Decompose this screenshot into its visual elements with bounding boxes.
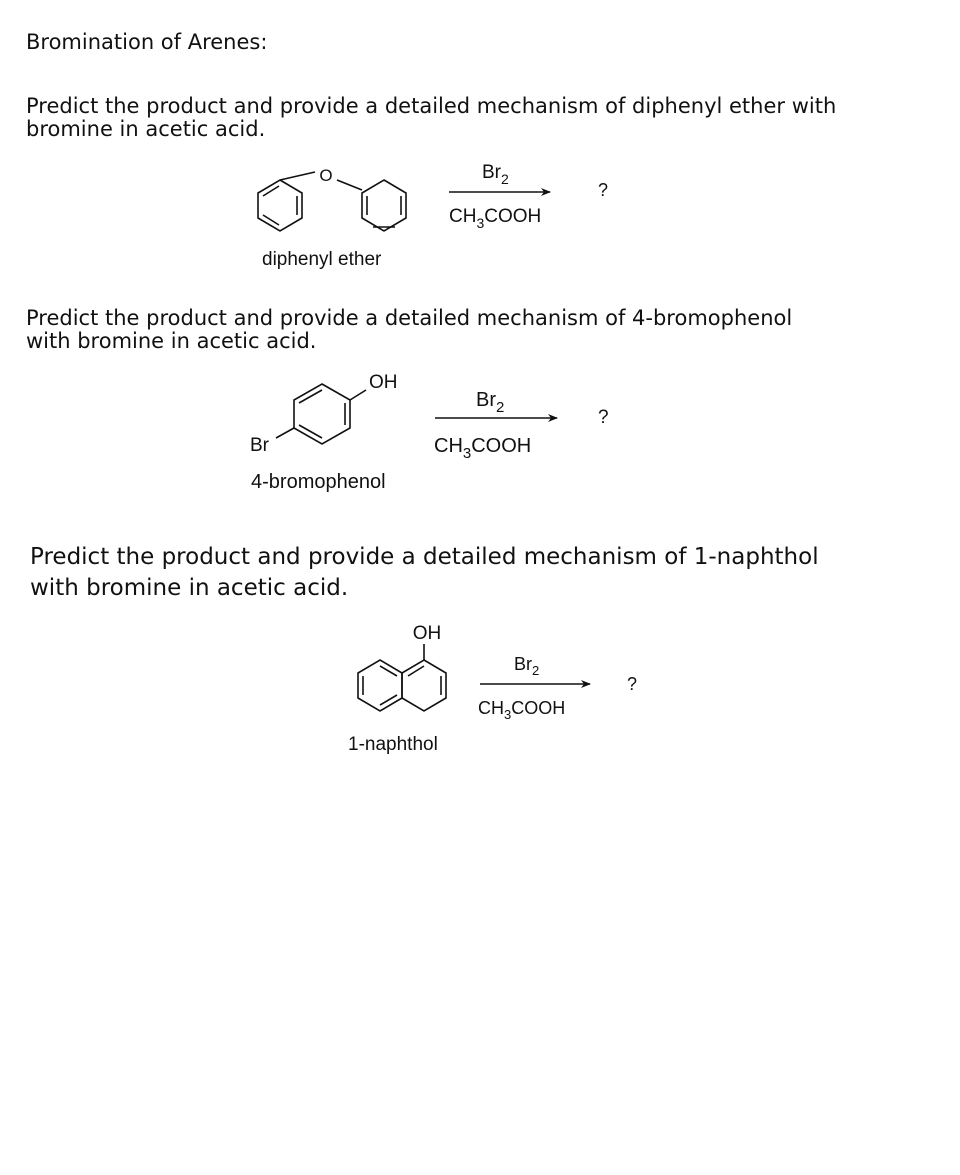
oxygen-atom-label: O <box>319 166 333 185</box>
compound-name-2: 4-bromophenol <box>251 471 386 493</box>
naphthalene-ring-right <box>402 660 446 711</box>
naphthol-structure <box>358 644 446 711</box>
page-title: Bromination of Arenes: <box>26 30 268 54</box>
reagent-bromine-1: $Br_2$ <box>482 162 509 187</box>
double-bond <box>380 666 397 676</box>
bromo-substituent-label: Br <box>250 435 269 456</box>
benzene-ring-right <box>362 180 406 231</box>
o-c-bond <box>337 180 362 190</box>
solvent-acetic-acid-3: $CH_3COOH$ <box>478 698 566 722</box>
hydroxyl-label-naphthol: OH <box>412 623 442 644</box>
naphthalene-ring-left <box>358 660 402 711</box>
c-oh-bond <box>350 390 366 400</box>
reagent-bromine-3: $Br_2$ <box>514 654 540 678</box>
compound-name-1: diphenyl ether <box>262 249 382 270</box>
compound-name-3: 1-naphthol <box>348 734 438 755</box>
c-o-bond <box>280 172 315 180</box>
question-2-line-2: with bromine in acetic acid. <box>26 329 317 353</box>
double-bond <box>263 215 279 225</box>
hydroxyl-label: OH <box>369 372 398 393</box>
solvent-acetic-acid-2: $CH_3COOH$ <box>434 435 532 462</box>
double-bond <box>299 390 322 403</box>
reagent-bromine-2: $Br_2$ <box>476 389 505 416</box>
product-unknown-3: ? <box>627 674 638 694</box>
question-2-line-1: Predict the product and provide a detailed mechanism of 4-bromophenol <box>26 306 793 330</box>
question-3-line-2: with bromine in acetic acid. <box>30 575 349 601</box>
solvent-acetic-acid-1: $CH_3COOH$ <box>449 206 542 231</box>
question-1-line-1: Predict the product and provide a detailed mechanism of diphenyl ether with <box>26 94 837 118</box>
benzene-ring-left <box>258 180 302 231</box>
benzene-ring <box>294 384 350 444</box>
c-br-bond <box>276 428 294 438</box>
product-unknown-1: ? <box>598 180 609 200</box>
bromophenol-structure <box>276 384 366 444</box>
product-unknown-2: ? <box>598 407 609 428</box>
double-bond <box>263 186 279 196</box>
question-1-line-2: bromine in acetic acid. <box>26 117 266 141</box>
double-bond <box>380 695 397 705</box>
double-bond <box>299 425 322 438</box>
question-3-line-1: Predict the product and provide a detailed mechanism of 1-naphthol <box>30 544 819 570</box>
